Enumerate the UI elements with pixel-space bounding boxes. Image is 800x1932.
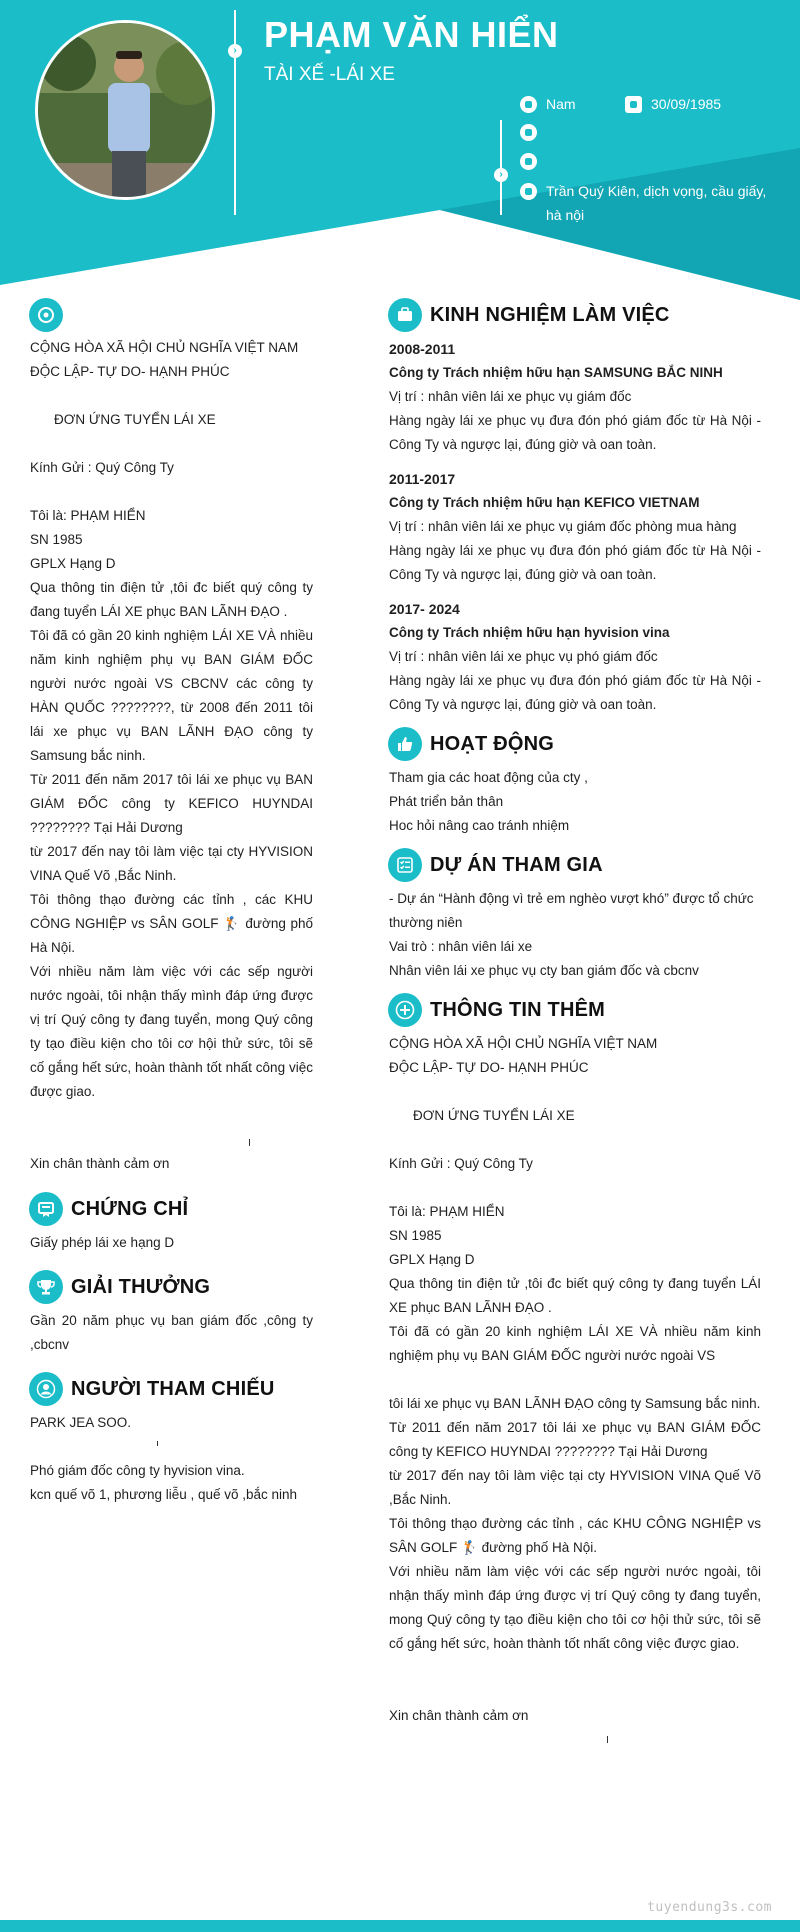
- birthdate-info: [625, 95, 721, 116]
- more-info-line: Xin chân thành cảm ơn: [389, 1708, 529, 1723]
- more-info-line: Tôi là: PHẠM HIỂN: [389, 1204, 505, 1219]
- job-position: Vị trí : nhân viên lái xe phục vụ giám đốc: [389, 389, 632, 404]
- more-info-line: SN 1985: [389, 1228, 442, 1243]
- calendar-icon: [625, 96, 642, 113]
- objective-line: CỘNG HÒA XÃ HỘI CHỦ NGHĨA VIỆT NAM: [30, 340, 299, 355]
- job-company: Công ty Trách nhiệm hữu hạn SAMSUNG BẮC NINH: [389, 365, 723, 380]
- home-icon: [520, 183, 537, 200]
- job-period: 2017- 2024: [389, 601, 460, 617]
- more-info-line: GPLX Hạng D: [389, 1252, 475, 1267]
- projects-section-header: [388, 848, 603, 882]
- more-info-line: Tôi thông thạo đường các tỉnh , các KHU CÔNG NGHIỆP vs SÂN GOLF 🏌 đường phố Hà Nội.: [389, 1516, 761, 1555]
- job-period: 2008-2011: [389, 341, 456, 357]
- objective-line: ĐỘC LẬP- TỰ DO- HẠNH PHÚC: [30, 364, 230, 379]
- objective-line: Kính Gửi : Quý Công Ty: [30, 460, 174, 475]
- award-item: Gần 20 năm phục vụ ban giám đốc ,công ty ,cbcnv: [30, 1313, 313, 1352]
- awards-section-header: [29, 1270, 210, 1304]
- job-description: Hàng ngày lái xe phục vụ đưa đón phó giám đốc từ Hà Nội - Công Ty và ngược lại, đúng giờ và oan toàn.: [389, 543, 761, 582]
- checklist-icon: [388, 848, 422, 882]
- bottom-bar: [0, 1920, 800, 1932]
- certificate-item: Giấy phép lái xe hạng D: [30, 1235, 175, 1250]
- projects-title: DỰ ÁN THAM GIA: [430, 853, 603, 876]
- reference-role: Phó giám đốc công ty hyvision vina.: [30, 1463, 245, 1478]
- more-info-text: [389, 1032, 761, 1728]
- thumbs-up-icon: [388, 727, 422, 761]
- project-item: Nhân viên lái xe phục vụ cty ban giám đốc và cbcnv: [389, 963, 699, 978]
- activity-item: Phát triển bản thân: [389, 794, 504, 809]
- more-info-line: Kính Gửi : Quý Công Ty: [389, 1156, 533, 1171]
- objective-line: ĐƠN ỨNG TUYỂN LÁI XE: [54, 412, 216, 427]
- address-value: Trần Quý Kiên, dịch vọng, cầu giấy, hà nội: [546, 183, 767, 223]
- activities-section-header: [388, 727, 554, 761]
- more-info-line: Từ 2011 đến năm 2017 tôi lái xe phục vụ BAN GIÁM ĐỐC công ty KEFICO HUYNDAI ???????? Tại Hải Dương: [389, 1420, 761, 1459]
- gender-info: [520, 95, 576, 116]
- activity-item: Hoc hỏi nâng cao tránh nhiệm: [389, 818, 570, 833]
- objective-line: Từ 2011 đến năm 2017 tôi lái xe phục vụ BAN GIÁM ĐỐC công ty KEFICO HUYNDAI ???????? Tại Hải Dương: [30, 772, 313, 835]
- more-info-line: tôi lái xe phục vụ BAN LÃNH ĐẠO công ty Samsung bắc ninh.: [389, 1396, 761, 1411]
- contact-dot: ›: [494, 168, 508, 182]
- more-info-line: Với nhiều năm làm việc với các sếp người nước ngoài, tôi nhận thấy mình đáp ứng được vị trí Quý công ty đang tuyển, mong Quý công ty tạo điều kiện cho tôi cơ hội thử sức, tôi sẽ cố gắng hết sức, hoàn thành tốt nhất công việc được giao.: [389, 1564, 761, 1651]
- job-position: Vị trí : nhân viên lái xe phục vụ giám đốc phòng mua hàng: [389, 519, 737, 534]
- objective-line: Qua thông tin điện tử ,tôi đc biết quý công ty đang tuyển LÁI XE phục BAN LÃNH ĐẠO .: [30, 580, 313, 619]
- cv-header: [0, 0, 800, 300]
- references-details: [30, 1411, 330, 1507]
- objective-line: GPLX Hạng D: [30, 556, 116, 571]
- objective-line: SN 1985: [30, 532, 83, 547]
- more-info-title: THÔNG TIN THÊM: [430, 998, 606, 1021]
- project-item: Vai trò : nhân viên lái xe: [389, 939, 533, 954]
- project-item: - Dự án “Hành động vì trẻ em nghèo vượt khó” được tổ chức thường niên: [389, 891, 754, 930]
- job-entry: [389, 597, 761, 717]
- timeline-dot: ›: [228, 44, 242, 58]
- more-info-line: từ 2017 đến nay tôi làm việc tại cty HYVISION VINA Quế Võ ,Bắc Ninh.: [389, 1468, 761, 1507]
- phone-info: [520, 123, 546, 141]
- gender-value: Nam: [546, 96, 576, 112]
- job-description: Hàng ngày lái xe phục vụ đưa đón phó giám đốc từ Hà Nội - Công Ty và ngược lại, đúng giờ và oan toàn.: [389, 413, 761, 452]
- objective-text: [30, 336, 313, 1176]
- target-icon: [29, 298, 63, 332]
- projects-list: [389, 887, 761, 983]
- plus-icon: [388, 993, 422, 1027]
- more-info-line: CỘNG HÒA XÃ HỘI CHỦ NGHĨA VIỆT NAM: [389, 1036, 658, 1051]
- job-position: Vị trí : nhân viên lái xe phục vụ phó giám đốc: [389, 649, 658, 664]
- experience-section-header: [388, 298, 670, 332]
- candidate-title: TÀI XẾ -LÁI XE: [264, 64, 395, 85]
- text-tick: [157, 1441, 158, 1446]
- phone-icon: [520, 124, 537, 141]
- birthdate-value: 30/09/1985: [651, 96, 722, 112]
- certificate-icon: [29, 1192, 63, 1226]
- job-description: Hàng ngày lái xe phục vụ đưa đón phó giám đốc từ Hà Nội - Công Ty và ngược lại, đúng giờ và oan toàn.: [389, 673, 761, 712]
- objective-section-header: [29, 298, 71, 332]
- watermark: tuyendung3s.com: [647, 1900, 772, 1915]
- certificates-title: CHỨNG CHỈ: [71, 1197, 189, 1220]
- awards-list: [30, 1309, 313, 1357]
- more-info-line: ĐỘC LẬP- TỰ DO- HẠNH PHÚC: [389, 1060, 589, 1075]
- certificates-list: [30, 1231, 313, 1255]
- trophy-icon: [29, 1270, 63, 1304]
- reference-address: kcn quế võ 1, phương liễu , quế võ ,bắc ninh: [30, 1487, 298, 1502]
- references-title: NGƯỜI THAM CHIẾU: [71, 1377, 275, 1400]
- references-section-header: [29, 1372, 275, 1406]
- job-company: Công ty Trách nhiệm hữu hạn hyvision vina: [389, 625, 670, 640]
- objective-line: Xin chân thành cảm ơn: [30, 1156, 170, 1171]
- objective-line: Tôi đã có gần 20 kinh nghiệm LÁI XE VÀ nhiều năm kinh nghiệm phụ vụ BAN GIÁM ĐỐC người nước ngoài VS CBCNV các công ty HÀN QUỐC ????????, từ 2008 đến 2011 tôi lái xe phục vụ BAN LÃNH ĐẠO công ty Samsung bắc ninh.: [30, 628, 313, 763]
- objective-line: Tôi là: PHẠM HIỂN: [30, 508, 146, 523]
- activity-item: Tham gia các hoat động của cty ,: [389, 770, 588, 785]
- more-info-line: Qua thông tin điện tử ,tôi đc biết quý công ty đang tuyển LÁI XE phục BAN LÃNH ĐẠO .: [389, 1276, 761, 1315]
- objective-line: từ 2017 đến nay tôi làm việc tại cty HYVISION VINA Quế Võ ,Bắc Ninh.: [30, 844, 313, 883]
- experience-title: KINH NGHIỆM LÀM VIỆC: [430, 303, 670, 326]
- objective-line: Với nhiều năm làm việc với các sếp người nước ngoài, tôi nhận thấy mình đáp ứng được vị trí Quý công ty đang tuyển, mong Quý công ty tạo điều kiện cho tôi cơ hội thử sức, tôi sẽ cố gắng hết sức, hoàn thành tốt nhất công việc được giao.: [30, 964, 313, 1099]
- job-period: 2011-2017: [389, 471, 456, 487]
- more-info-section-header: [388, 993, 605, 1027]
- job-entry: [389, 337, 761, 457]
- briefcase-icon: [388, 298, 422, 332]
- job-company: Công ty Trách nhiệm hữu hạn KEFICO VIETNAM: [389, 495, 700, 510]
- activities-list: [389, 766, 761, 838]
- job-entry: [389, 467, 761, 587]
- profile-photo: [35, 20, 215, 200]
- objective-line: Tôi thông thạo đường các tỉnh , các KHU CÔNG NGHIỆP vs SÂN GOLF 🏌 đường phố Hà Nội.: [30, 892, 313, 955]
- candidate-name: PHẠM VĂN HIỂN: [264, 14, 559, 55]
- reference-name: PARK JEA SOO.: [30, 1415, 132, 1430]
- timeline-line: [234, 10, 236, 215]
- more-info-line: ĐƠN ỨNG TUYỂN LÁI XE: [413, 1108, 575, 1123]
- text-tick: [249, 1139, 250, 1146]
- email-icon: [520, 153, 537, 170]
- gender-icon: [520, 96, 537, 113]
- person-icon: [29, 1372, 63, 1406]
- certificates-section-header: [29, 1192, 188, 1226]
- activities-title: HOẠT ĐỘNG: [430, 732, 555, 755]
- email-info: [520, 152, 546, 170]
- address-info: [520, 182, 770, 227]
- text-tick: [607, 1736, 608, 1743]
- more-info-line: Tôi đã có gần 20 kinh nghiệm LÁI XE VÀ nhiều năm kinh nghiệm phụ vụ BAN GIÁM ĐỐC người nước ngoài VS: [389, 1324, 761, 1363]
- awards-title: GIẢI THƯỞNG: [71, 1275, 211, 1298]
